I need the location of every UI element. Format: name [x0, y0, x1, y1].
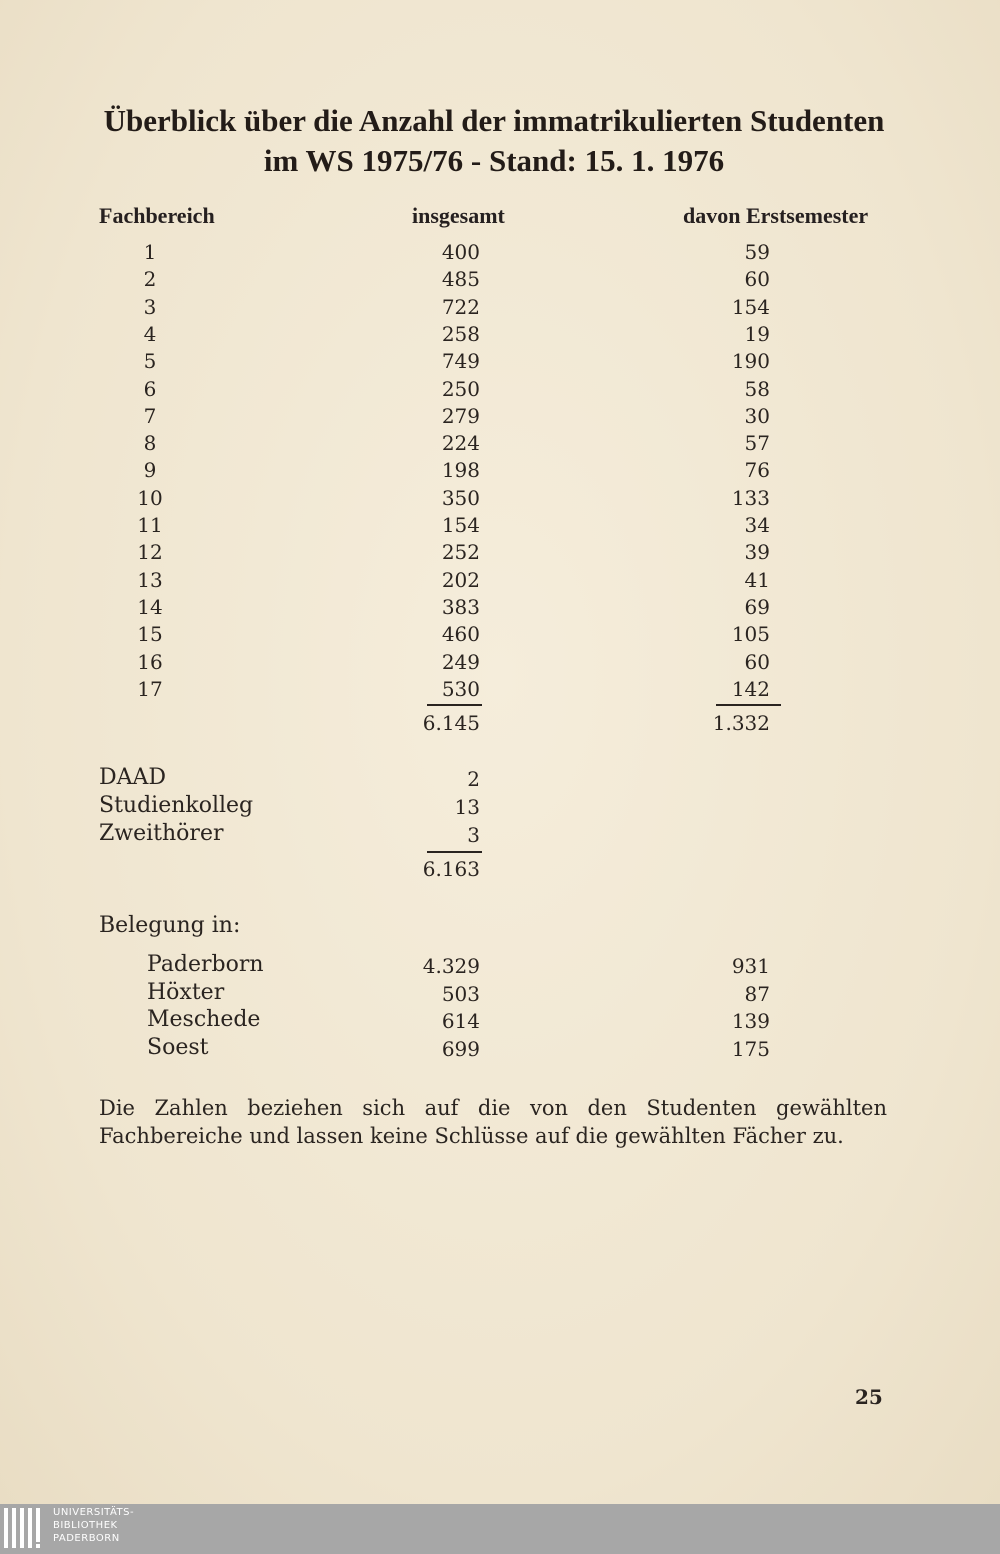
fachbereich-number: 7 [143, 403, 157, 428]
table-row [0, 431, 1000, 458]
fachbereich-number: 6 [143, 376, 157, 401]
total-value: 154 [441, 513, 480, 537]
first-semester-value: 39 [744, 540, 770, 565]
fachbereich-number: 1 [143, 240, 157, 264]
header-insgesamt: insgesamt [412, 203, 505, 228]
table-row [0, 349, 1000, 376]
fachbereich-number: 15 [137, 622, 163, 647]
total-value: 258 [441, 321, 480, 346]
table-row [0, 458, 1000, 485]
table-row [0, 595, 1000, 622]
extra-value: 13 [454, 795, 480, 819]
site-name: Höxter [147, 979, 225, 1005]
first-semester-value: 142 [731, 676, 770, 701]
total-value: 722 [441, 294, 480, 319]
total-value: 460 [441, 622, 480, 647]
page-subtitle: im WS 1975/76 - Stand: 15. 1. 1976 [263, 143, 725, 178]
library-footer-bar [0, 1504, 1000, 1554]
table-row [0, 677, 1000, 704]
extra-label: Zweithörer [99, 821, 224, 846]
fachbereich-number: 3 [143, 294, 157, 319]
table-row [0, 404, 1000, 431]
site-first-semester: 931 [731, 954, 770, 978]
site-first-semester: 175 [731, 1036, 770, 1061]
footnote: Die Zahlen beziehen sich auf die von den Studenten gewählten Fachbereiche und lassen keine Schlüsse auf die gewählten Fächer zu. [99, 1096, 887, 1148]
header-erstsemester: davon Erstsemester [683, 203, 869, 228]
fachbereich-number: 14 [137, 594, 163, 619]
table-row [0, 568, 1000, 595]
first-semester-value: 34 [744, 513, 770, 537]
site-total: 614 [441, 1009, 480, 1033]
total-value: 252 [441, 540, 480, 565]
site-name: Paderborn [147, 952, 264, 977]
sum-total: 6.145 [422, 711, 480, 735]
table-row [0, 295, 1000, 322]
total-value: 749 [441, 349, 480, 374]
first-semester-value: 133 [731, 485, 770, 510]
total-value: 485 [441, 267, 480, 292]
fachbereich-number: 8 [143, 431, 157, 456]
site-total: 4.329 [422, 954, 480, 978]
belegung-heading: Belegung in: [99, 913, 241, 938]
grand-total-rule [427, 851, 482, 853]
sum-first-semester: 1.332 [712, 711, 770, 735]
fachbereich-number: 13 [137, 567, 163, 592]
first-semester-value: 105 [731, 622, 770, 647]
fachbereich-number: 2 [143, 267, 157, 292]
header-fachbereich: Fachbereich [99, 203, 215, 228]
fachbereich-number: 10 [137, 485, 163, 510]
fachbereich-number: 17 [137, 676, 163, 701]
extra-value: 2 [467, 767, 480, 791]
total-value: 198 [441, 458, 480, 483]
first-semester-value: 76 [744, 458, 770, 483]
total-value: 279 [441, 403, 480, 428]
total-value: 530 [441, 676, 480, 701]
first-semester-value: 69 [744, 594, 770, 619]
fachbereich-number: 9 [143, 458, 157, 483]
total-value: 249 [441, 649, 480, 674]
fachbereich-number: 4 [143, 321, 157, 346]
first-semester-value: 154 [731, 294, 770, 319]
site-first-semester: 87 [744, 981, 770, 1006]
library-logo-icon [4, 1508, 46, 1548]
table-row [0, 540, 1000, 567]
grand-total: 6.163 [422, 857, 480, 881]
total-value: 400 [441, 240, 480, 264]
site-name: Soest [147, 1034, 209, 1060]
total-value: 250 [441, 376, 480, 401]
page-number: 25 [855, 1385, 883, 1409]
logo-line: BIBLIOTHEK [53, 1520, 118, 1531]
table-row [0, 513, 1000, 540]
fachbereich-number: 11 [137, 513, 163, 537]
fachbereich-number: 5 [143, 349, 157, 374]
first-semester-value: 190 [731, 349, 770, 374]
extra-label: DAAD [99, 765, 167, 790]
table-row [0, 622, 1000, 649]
table-row [0, 322, 1000, 349]
page-title: Überblick über die Anzahl der immatrikulierten Studenten [103, 103, 885, 138]
library-logo-text [53, 1506, 134, 1545]
table-row [0, 240, 1000, 267]
table-row [0, 486, 1000, 513]
total-value: 224 [441, 431, 480, 456]
first-semester-value: 19 [744, 321, 770, 346]
first-semester-value: 30 [744, 403, 770, 428]
fachbereich-number: 12 [137, 540, 163, 565]
total-value: 383 [441, 594, 480, 619]
total-value: 350 [441, 485, 480, 510]
site-first-semester: 139 [731, 1009, 770, 1033]
first-semester-value: 59 [744, 240, 770, 264]
first-semester-value: 60 [744, 267, 770, 292]
site-name: Meschede [147, 1007, 261, 1032]
first-semester-value: 41 [744, 567, 770, 592]
extra-label: Studienkolleg [99, 793, 254, 818]
first-semester-value: 58 [744, 376, 770, 401]
first-semester-value: 60 [744, 649, 770, 674]
extra-value: 3 [467, 823, 480, 847]
first-semester-value: 57 [744, 431, 770, 456]
table-row [0, 377, 1000, 404]
fachbereich-number: 16 [137, 649, 163, 674]
table-row [0, 267, 1000, 294]
logo-line: UNIVERSITÄTS- [53, 1507, 135, 1518]
logo-line: PADERBORN [53, 1533, 120, 1544]
site-total: 699 [441, 1036, 480, 1061]
sum-rule [427, 704, 482, 706]
total-value: 202 [441, 567, 480, 592]
table-row [0, 650, 1000, 677]
site-total: 503 [441, 981, 480, 1006]
sum-rule [716, 704, 781, 706]
